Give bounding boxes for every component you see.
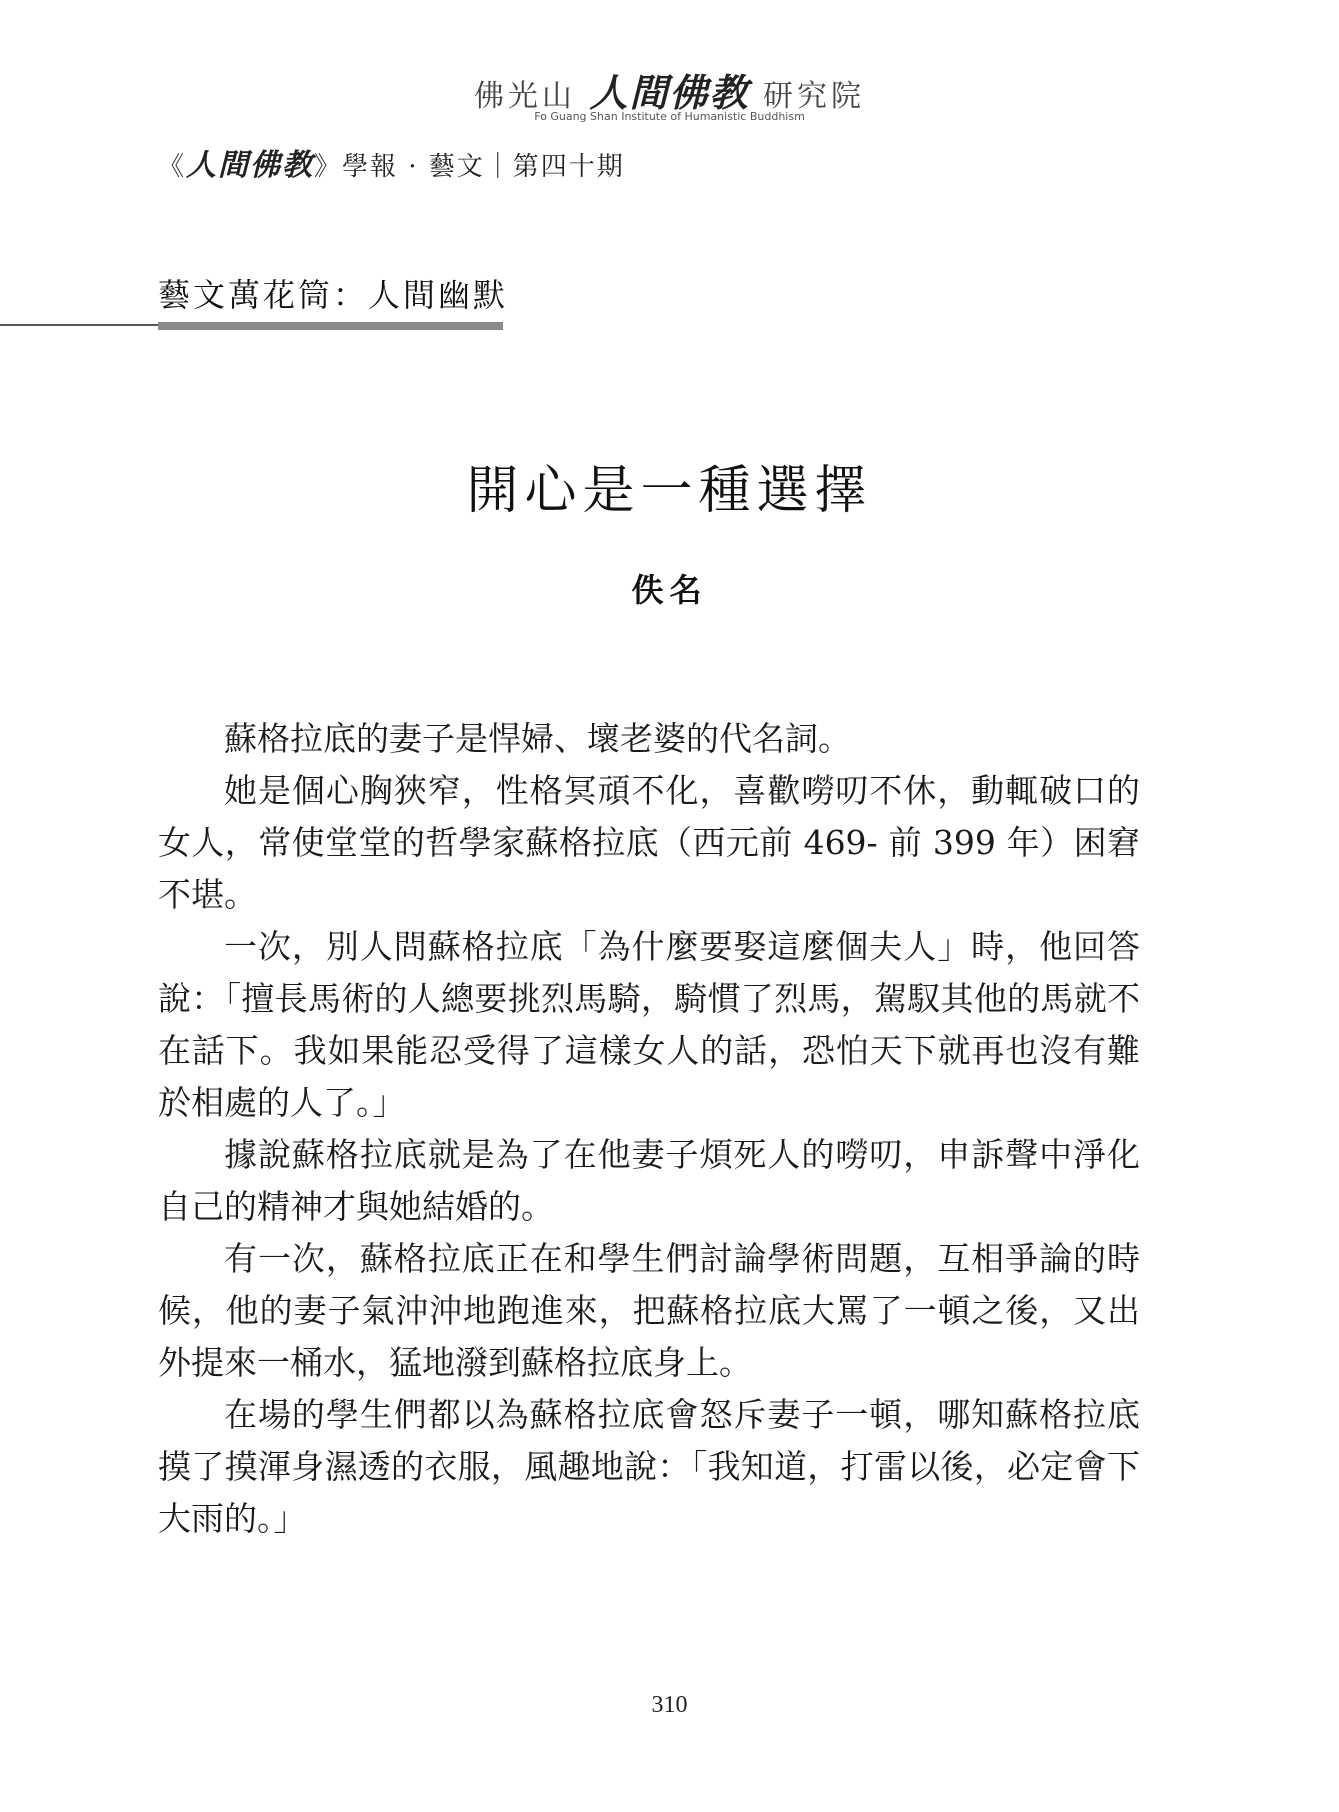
paragraph: 蘇格拉底的妻子是悍婦、壞老婆的代名詞。 bbox=[224, 719, 851, 758]
institute-prefix: 佛光山 bbox=[473, 79, 576, 114]
paragraph: 有一次，蘇格拉底正在和學生們討論學術問題，互相爭論的時候，他的妻子氣沖沖地跑進來，把蘇格拉底大罵了一頓之後，又出外提來一桶水，猛地潑到蘇格拉底身上。 bbox=[158, 1239, 1140, 1382]
journal-brand: 人間佛教 bbox=[186, 148, 315, 183]
journal-open-bracket: 《 bbox=[158, 152, 187, 182]
paragraph: 一次，別人問蘇格拉底「為什麼要娶這麼個夫人」時，他回答說：「擅長馬術的人總要挑烈馬騎，騎慣了烈馬，駕馭其他的馬就不在話下。我如果能忍受得了這樣女人的話，恐怕天下就再也沒有難於相處的人了。」 bbox=[158, 927, 1140, 1122]
article-title: 開心是一種選擇 bbox=[466, 461, 873, 521]
institute-brand-logo: 人間佛教 bbox=[589, 70, 750, 115]
article-author: 佚名 bbox=[631, 571, 708, 609]
paragraph: 她是個心胸狹窄，性格冥頑不化，喜歡嘮叨不休，動輒破口的女人，常使堂堂的哲學家蘇格拉底（西元前 469- 前 399 年）困窘不堪。 bbox=[158, 771, 1140, 914]
institute-header bbox=[0, 62, 1339, 117]
paragraph: 在場的學生們都以為蘇格拉底會怒斥妻子一頓，哪知蘇格拉底摸了摸渾身濕透的衣服，風趣地說：「我知道，打雷以後，必定會下大雨的。」 bbox=[158, 1395, 1140, 1538]
article-body bbox=[158, 713, 1140, 1545]
section-heading: 藝文萬花筒：人間幽默 bbox=[158, 276, 509, 314]
section-underline bbox=[158, 322, 503, 330]
institute-suffix: 研究院 bbox=[763, 79, 866, 114]
journal-issue: 》學報 · 藝文｜第四十期 bbox=[314, 152, 625, 182]
page-number: 310 bbox=[651, 1692, 688, 1718]
institute-english-name: Fo Guang Shan Institute of Humanistic Buddhism bbox=[534, 110, 805, 123]
paragraph: 據說蘇格拉底就是為了在他妻子煩死人的嘮叨，申訴聲中淨化自己的精神才與她結婚的。 bbox=[158, 1135, 1140, 1226]
journal-header bbox=[158, 140, 625, 184]
